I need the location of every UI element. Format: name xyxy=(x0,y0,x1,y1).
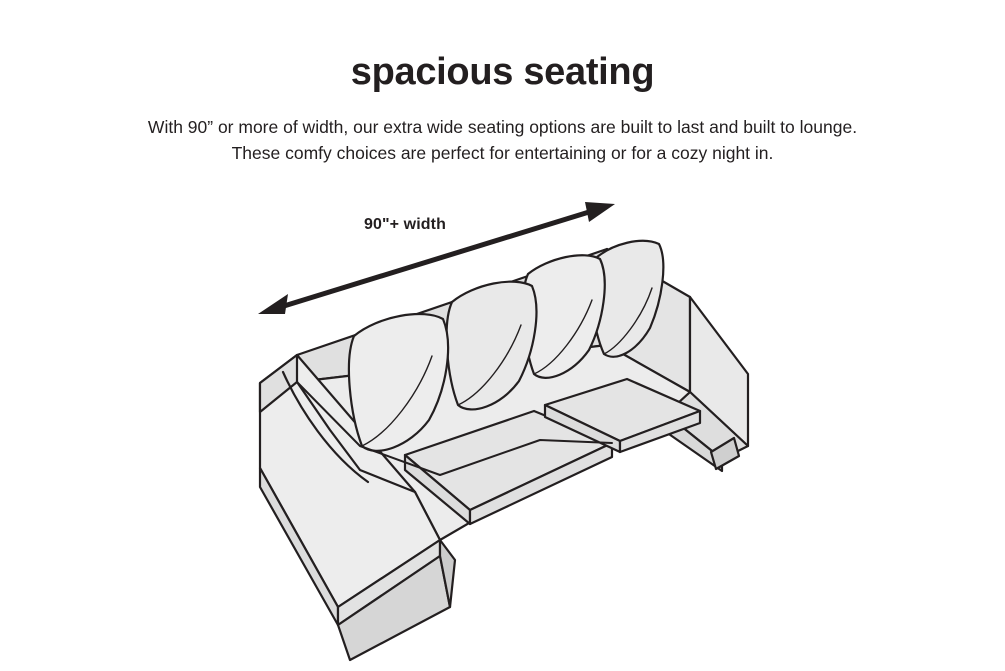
dimension-label: 90"+ width xyxy=(364,216,446,233)
page-title: spacious seating xyxy=(350,51,655,93)
description-line-2: These comfy choices are perfect for entertaining or for a cozy night in. xyxy=(231,143,774,164)
sofa-line-illustration xyxy=(260,241,748,660)
description-line-1: With 90” or more of width, our extra wide seating options are built to last and built to lounge. xyxy=(147,117,858,137)
